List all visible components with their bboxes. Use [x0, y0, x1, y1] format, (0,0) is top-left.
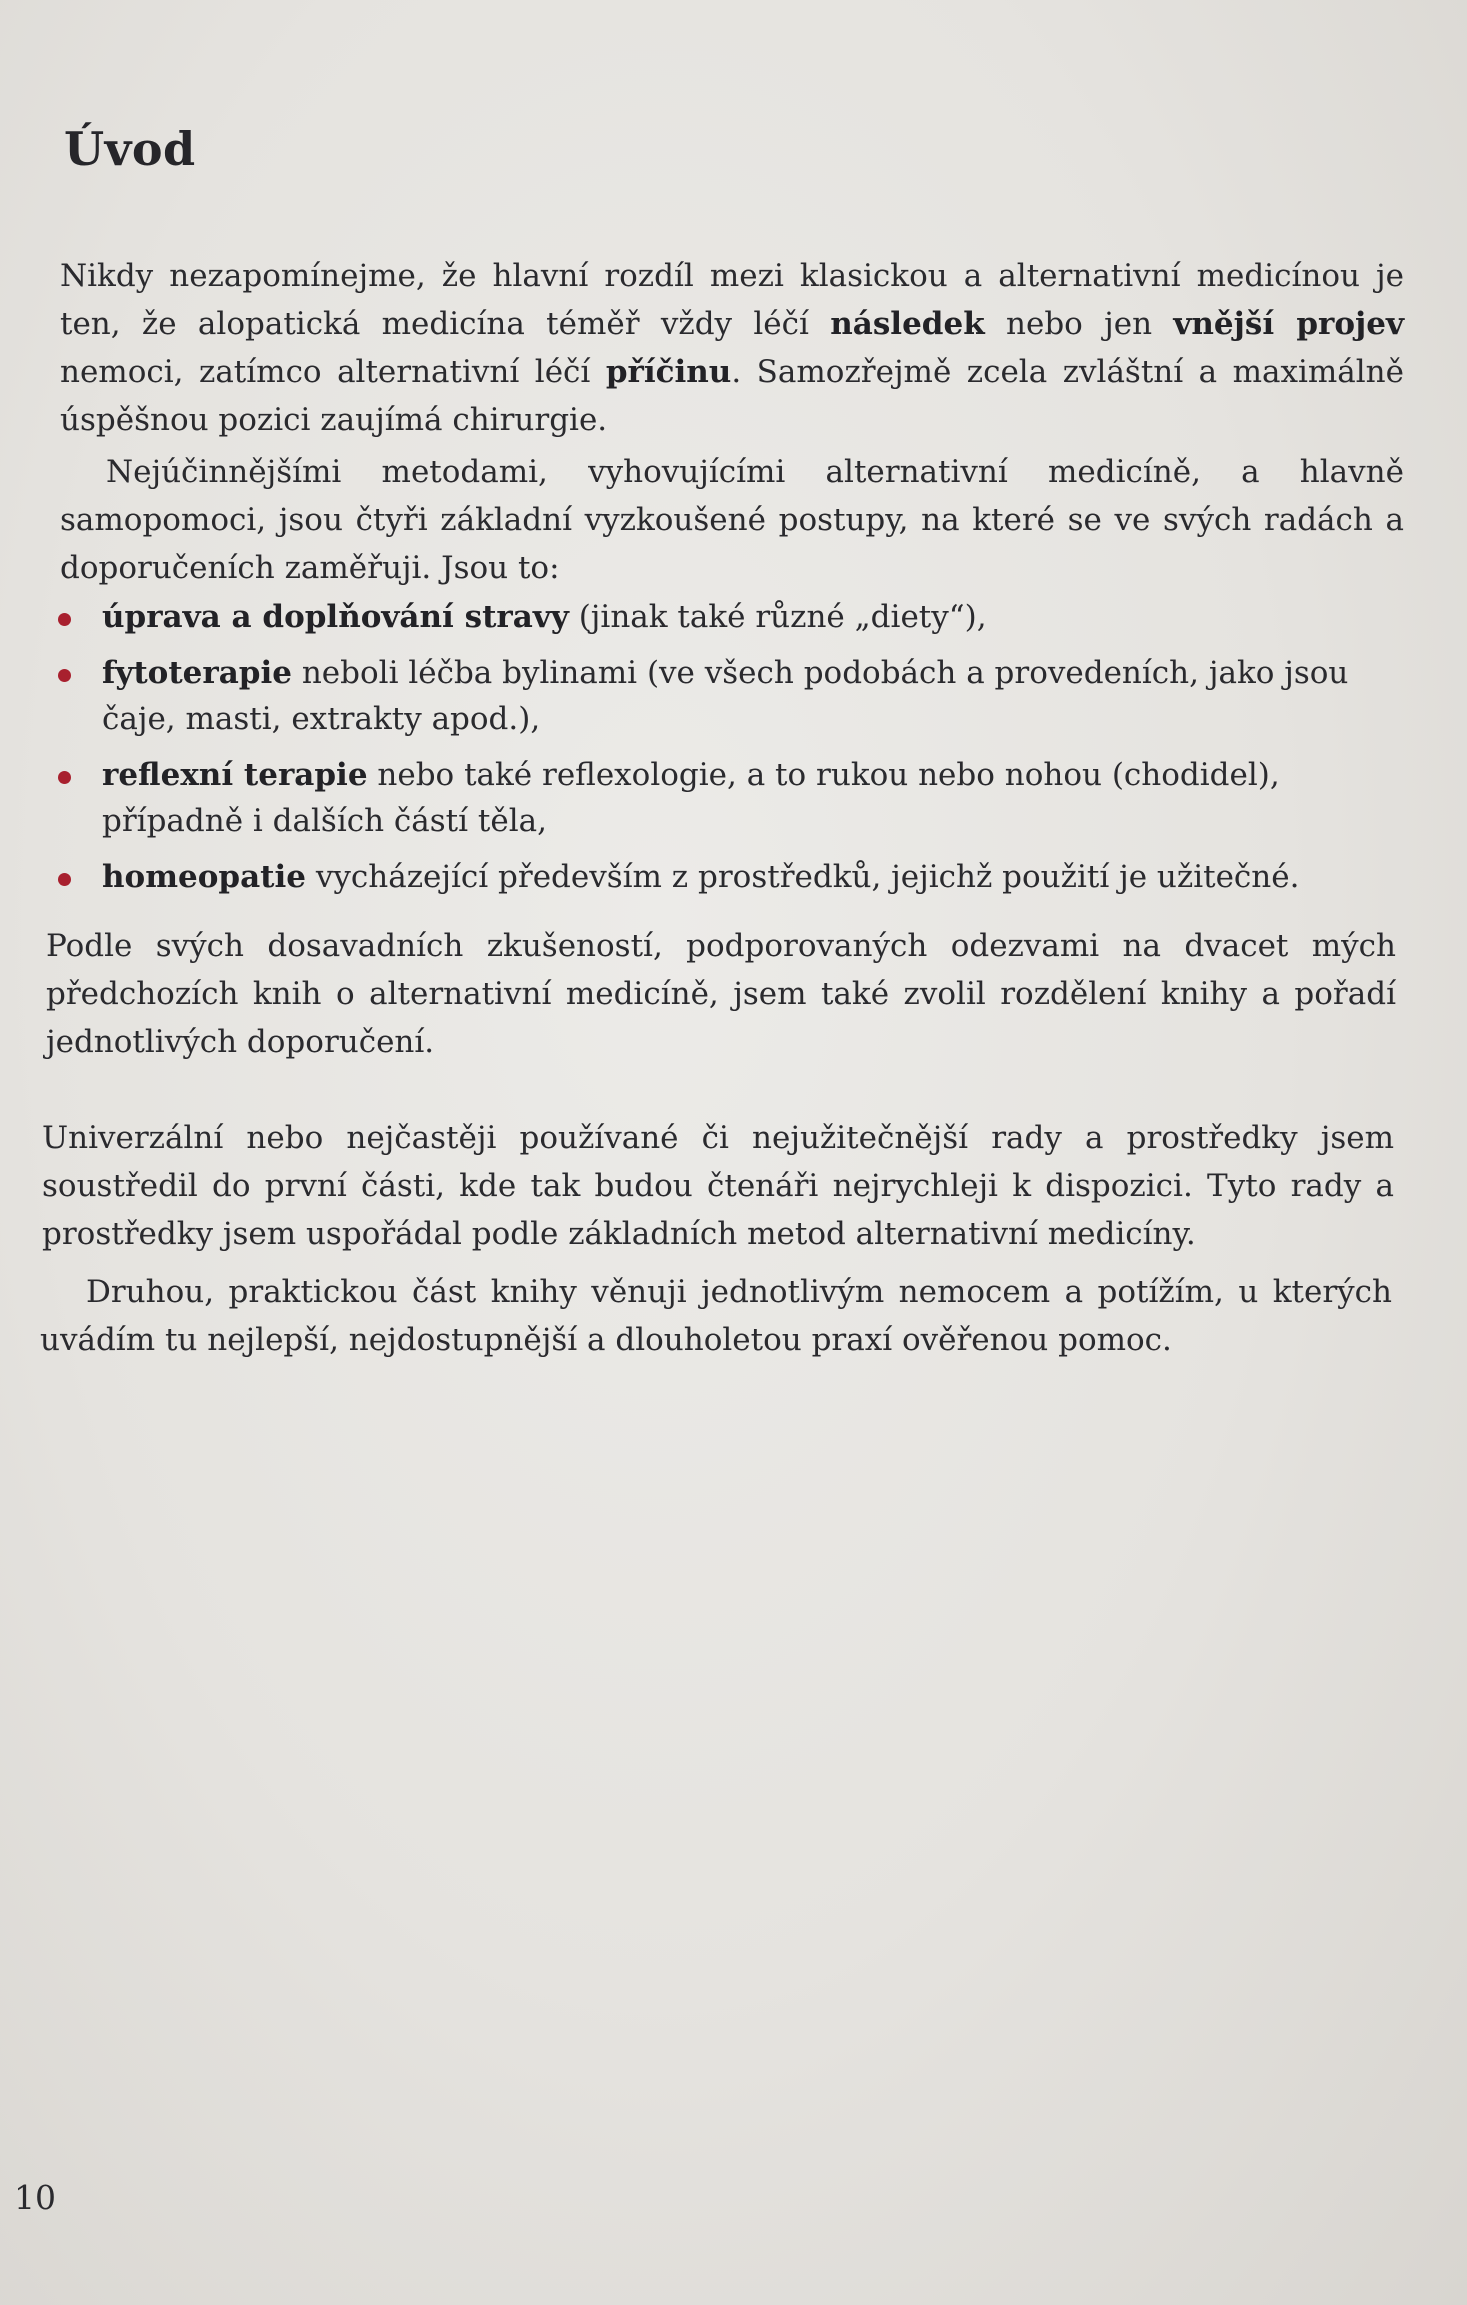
- paragraph-intro: [60, 252, 1404, 444]
- bullet-dot-icon: [58, 771, 71, 784]
- list-item-bold: reflexní terapie: [102, 757, 368, 793]
- list-item: [56, 650, 1404, 742]
- list-item: [56, 854, 1404, 900]
- paragraph-text: . Samozřejmě zcela zvláštní a maximálně úspěšnou pozici zaujímá chirurgie.: [60, 354, 1404, 438]
- list-item: [56, 594, 1404, 640]
- paragraph-text: nebo jen: [984, 306, 1174, 342]
- list-item-text: (jinak také různé „diety“),: [568, 599, 987, 635]
- methods-list: [56, 594, 1404, 910]
- paragraph-first-part: Univerzální nebo nejčastěji používané či nejužitečnější rady a prostředky jsem soustředil do první části, kde tak budou čtenáři nejrychleji k dispozici. Tyto rady a prostředky jsem uspořádal podle základních metod alternativní medicíny.: [42, 1120, 1394, 1252]
- paragraph-methods: Nejúčinnějšími metodami, vyhovujícími alternativní medicíně, a hlavně samopomoci, jsou čtyři základní vyzkoušené postupy, na které se ve svých radách a doporučeních zaměřuji. Jsou to:: [60, 454, 1404, 586]
- list-item-bold: úprava a doplňování stravy: [102, 599, 569, 635]
- bold-term-pricinu: příčinu: [605, 354, 732, 390]
- paragraph-second-part: Druhou, praktickou část knihy věnuji jednotlivým nemocem a potížím, u kterých uvádím tu nejlepší, nejdostupnější a dlouholetou praxí ověřenou pomoc.: [40, 1274, 1392, 1358]
- list-item: [56, 752, 1404, 844]
- bold-term-vnejsi-projev: vnější projev: [1173, 306, 1404, 342]
- page-title: Úvod: [64, 122, 196, 176]
- bullet-dot-icon: [58, 669, 71, 682]
- paragraph-text: nemoci, zatímco alternativní léčí: [60, 354, 606, 390]
- paragraph-text: Nikdy nezapomínejme, že hlavní rozdíl mezi klasickou a alternativní medicínou je ten, že alopatická medicína téměř vždy léčí: [60, 258, 1404, 342]
- page-number: 10: [14, 2178, 56, 2217]
- list-item-bold: homeopatie: [102, 859, 306, 895]
- list-item-text: nebo také reflexologie, a to rukou nebo nohou (chodidel), případně i dalších částí těla,: [102, 757, 1280, 839]
- bold-term-nasledek: následek: [830, 306, 985, 342]
- list-item-text: neboli léčba bylinami (ve všech podobách a provedeních, jako jsou čaje, masti, extrakty apod.),: [102, 655, 1349, 737]
- paragraph-experience: Podle svých dosavadních zkušeností, podporovaných odezvami na dvacet mých předchozích knih o alternativní medicíně, jsem také zvolil rozdělení knihy a pořadí jednotlivých doporučení.: [46, 928, 1396, 1060]
- bullet-dot-icon: [58, 873, 71, 886]
- list-item-bold: fytoterapie: [102, 655, 292, 691]
- list-item-text: vycházející především z prostředků, jejichž použití je užitečné.: [306, 859, 1300, 895]
- bullet-dot-icon: [58, 613, 71, 626]
